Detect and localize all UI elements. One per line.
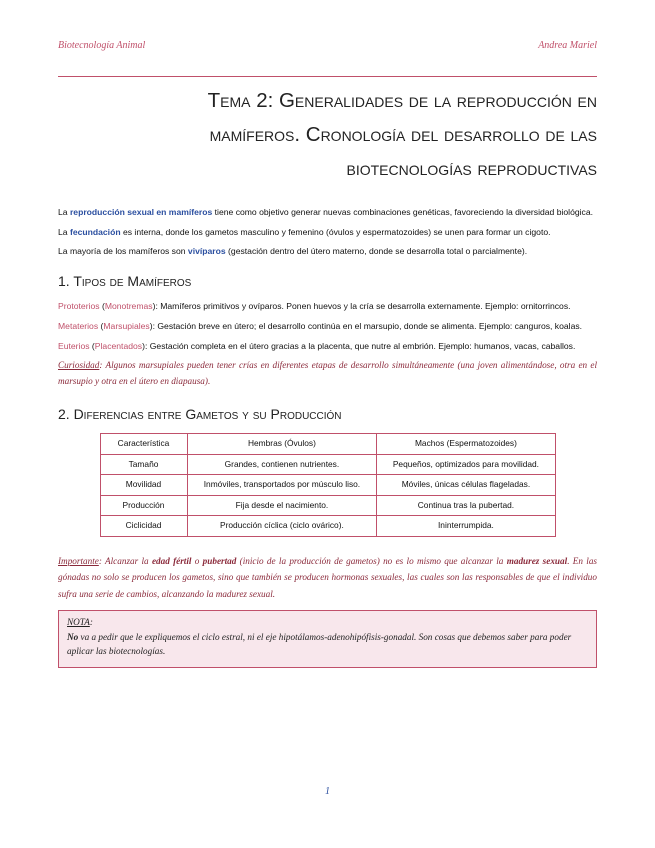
- page-title: [80, 84, 597, 186]
- intro-paragraph-3: [58, 244, 597, 260]
- table-header: Característica: [100, 433, 187, 454]
- type-alt: Marsupiales: [103, 320, 150, 331]
- table-cell: Ciclicidad: [100, 516, 187, 537]
- title-line-3: biotecnologías reproductivas: [346, 157, 597, 180]
- type-prototerios: Prototerios (Monotremas): Mamíferos primitivos y ovíparos. Ponen huevos y la cría se desarrolla externamente. Ejemplo: ornitorrincos.: [58, 301, 571, 312]
- term-viviparos: vivíparos: [187, 246, 226, 257]
- text: : Alcanzar la: [98, 555, 152, 566]
- note-bold: No: [67, 631, 79, 642]
- table-cell: Movilidad: [100, 475, 187, 496]
- important-note: [58, 553, 597, 603]
- table-header-row: [100, 433, 555, 454]
- text: La: [58, 226, 70, 237]
- text: o: [191, 555, 203, 566]
- note-box: [58, 610, 597, 668]
- table-cell: Móviles, únicas células flageladas.: [377, 475, 555, 496]
- text: . En las gónadas no solo se producen los gametos, sino que también se producen hormonas sexuales, las cuales son las responsables de que el individuo sufra una serie de cambios, alcanzando la madurez sexual.: [58, 555, 598, 599]
- header-right: Andrea Mariel: [538, 40, 597, 51]
- curiosity-note: [58, 358, 597, 389]
- text: (gestación dentro del útero materno, donde se desarrolla total o parcialmente).: [225, 246, 528, 257]
- table-header: Machos (Espermatozoides): [377, 433, 555, 454]
- note-colon: :: [89, 617, 93, 628]
- table-row: [100, 495, 555, 516]
- type-name: Euterios: [58, 340, 90, 351]
- table-row: [100, 516, 555, 537]
- table-cell: Continua tras la pubertad.: [377, 495, 555, 516]
- type-name: Metaterios: [58, 320, 99, 331]
- type-name: Prototerios: [58, 301, 100, 312]
- title-line-1: Tema 2: Generalidades de la reproducción en: [207, 89, 597, 112]
- table-cell: Grandes, contienen nutrientes.: [187, 454, 377, 475]
- intro-paragraph-1: [58, 205, 597, 221]
- type-text: ): Gestación breve en útero; el desarrollo continúa en el marsupio, donde se alimenta. Ejemplo: canguros, koalas.: [149, 320, 583, 331]
- bold-term: pubertad: [202, 555, 237, 566]
- table-row: [100, 454, 555, 475]
- bold-term: madurez sexual: [506, 555, 568, 566]
- text: La mayoría de los mamíferos son: [58, 246, 188, 257]
- type-text: ): Mamíferos primitivos y ovíparos. Ponen huevos y la cría se desarrolla externamente. Ejemplo: ornitorrincos.: [152, 301, 571, 312]
- gametes-table: [100, 433, 556, 537]
- note-text: va a pedir que le expliquemos el ciclo estral, ni el eje hipotálamos-adenohipófisis-gonadal. Son cosas que debemos saber para poder aplicar las biotecnologías.: [67, 631, 572, 657]
- table-cell: Pequeños, optimizados para movilidad.: [377, 454, 555, 475]
- important-label: Importante: [58, 555, 99, 566]
- type-text: ): Gestación completa en el útero gracias a la placenta, que nutre al embrión. Ejemplo: humanos, vacas, caballos.: [142, 340, 576, 351]
- term-reproduccion: reproducción sexual en mamíferos: [69, 207, 213, 217]
- type-euterios: Euterios (Placentados): Gestación completa en el útero gracias a la placenta, que nutre al embrión. Ejemplo: humanos, vacas, caballos.: [58, 340, 576, 351]
- type-alt: Placentados: [94, 340, 143, 351]
- table-cell: Producción: [100, 495, 187, 516]
- table-cell: Producción cíclica (ciclo ovárico).: [187, 516, 377, 537]
- table-cell: Ininterrumpida.: [377, 516, 555, 537]
- table-header: Hembras (Óvulos): [187, 433, 377, 454]
- table-cell: Inmóviles, transportados por músculo liso.: [187, 475, 377, 496]
- table-row: [100, 475, 555, 496]
- table-cell: Fija desde el nacimiento.: [187, 495, 377, 516]
- term-fecundacion: fecundación: [69, 226, 121, 237]
- curiosity-text: : Algunos marsupiales pueden tener crías en diferentes etapas de desarrollo simultáneamente (una joven alimentándose, otra en el marsupio y otra en el útero en diapausa).: [58, 360, 597, 386]
- type-metaterios: Metaterios (Marsupiales): Gestación breve en útero; el desarrollo continúa en el marsupio, donde se alimenta. Ejemplo: canguros, koalas.: [58, 320, 583, 331]
- text: tiene como objetivo generar nuevas combinaciones genéticas, favoreciendo la diversidad biológica.: [212, 207, 594, 217]
- curiosity-label: Curiosidad: [58, 360, 100, 371]
- type-alt: Monotremas: [104, 301, 153, 312]
- text: La: [58, 207, 70, 217]
- document-body: [58, 205, 597, 668]
- table-cell: Tamaño: [100, 454, 187, 475]
- page-header: [58, 40, 597, 51]
- page-number: 1: [325, 786, 330, 797]
- text: es interna, donde los gametos masculino y femenino (óvulos y espermatozoides) se unen para formar un cigoto.: [120, 226, 551, 237]
- bold-term: edad fértil: [151, 555, 192, 566]
- section-1-heading: 1. Tipos de Mamíferos: [58, 272, 192, 289]
- section-2-heading: 2. Diferencias entre Gametos y su Producción: [58, 406, 342, 423]
- header-left: Biotecnología Animal: [58, 40, 146, 51]
- text: (inicio de la producción de gametos) no es lo mismo que alcanzar la: [236, 555, 507, 566]
- title-line-2: mamíferos. Cronología del desarrollo de las: [209, 123, 597, 146]
- intro-paragraph-2: [58, 225, 597, 241]
- header-rule: [58, 76, 597, 77]
- note-label: NOTA: [67, 617, 90, 628]
